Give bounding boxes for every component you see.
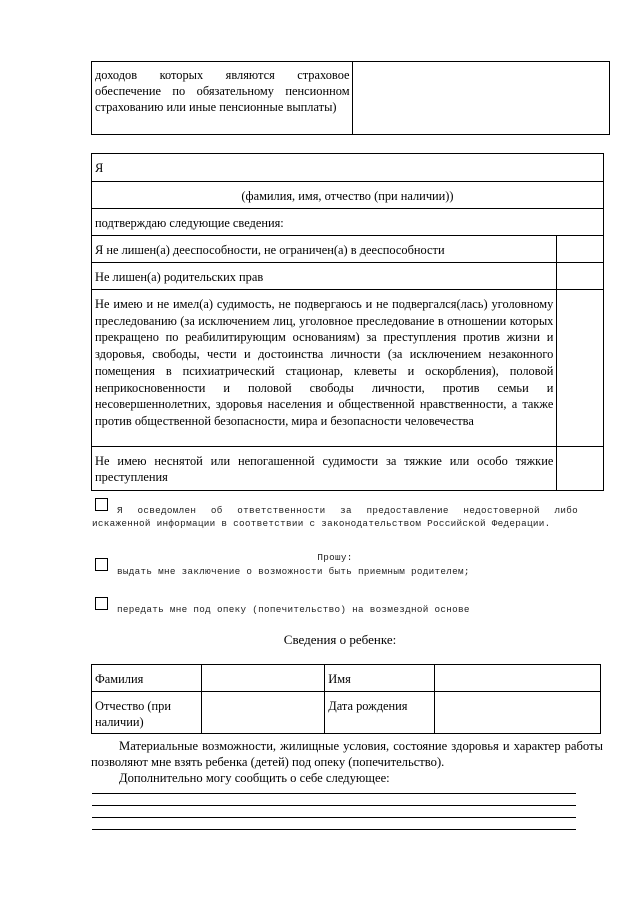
item-capacity <box>92 236 557 263</box>
patronymic-label-cell <box>92 692 202 734</box>
row-ya-text: Я <box>95 161 104 175</box>
item-capacity-mark[interactable] <box>557 236 604 263</box>
fill-line-3[interactable] <box>92 817 576 818</box>
confirm-intro: подтверждаю следующие сведения: <box>95 216 284 230</box>
birthdate-label-cell <box>325 692 434 734</box>
confirm-intro-row <box>92 209 604 236</box>
confirm-table <box>91 153 604 491</box>
request-guardianship-text: передать мне под опеку (попечительство) на возмездной основе <box>117 604 470 615</box>
item-parental-rights <box>92 263 557 290</box>
surname-label: Фамилия <box>95 672 144 686</box>
top-table <box>91 61 610 135</box>
item-grave-crimes-text: Не имею неснятой или непогашенной судимости за тяжкие или особо тяжкие преступления <box>95 454 554 484</box>
request-title: Прошу: <box>317 552 353 563</box>
item-parental-rights-mark[interactable] <box>557 263 604 290</box>
closing-paragraph-2: Дополнительно могу сообщить о себе следующее: <box>119 771 390 785</box>
fill-line-2[interactable] <box>92 805 576 806</box>
top-table-left-text: доходов которых являются страховое обеспечение по обязательному пенсионном страхованию или иные пенсионные выплаты) <box>95 68 350 114</box>
item-grave-crimes <box>92 447 557 491</box>
guardianship-checkbox[interactable] <box>95 597 108 610</box>
row-ya[interactable] <box>92 154 604 182</box>
item-parental-rights-text: Не лишен(а) родительских прав <box>95 270 264 284</box>
name-label-cell <box>325 665 434 692</box>
fill-line-4[interactable] <box>92 829 576 830</box>
name-label: Имя <box>328 672 351 686</box>
item-criminal-record-mark[interactable] <box>557 290 604 447</box>
fill-line-1[interactable] <box>92 793 576 794</box>
top-table-left-cell <box>92 62 353 135</box>
item-capacity-text: Я не лишен(а) дееспособности, не ограничен(а) в дееспособности <box>95 243 445 257</box>
child-table <box>91 664 601 734</box>
item-criminal-record <box>92 290 557 447</box>
top-table-right-cell[interactable] <box>352 62 609 135</box>
patronymic-field[interactable] <box>202 692 325 734</box>
birthdate-field[interactable] <box>434 692 600 734</box>
item-grave-crimes-mark[interactable] <box>557 447 604 491</box>
fio-caption-row <box>92 182 604 209</box>
request-conclusion-text: выдать мне заключение о возможности быть приемным родителем; <box>117 566 470 577</box>
surname-field[interactable] <box>202 665 325 692</box>
fio-caption: (фамилия, имя, отчество (при наличии)) <box>241 189 454 203</box>
patronymic-label: Отчество (при наличии) <box>95 699 171 729</box>
child-heading: Сведения о ребенке: <box>283 632 397 647</box>
name-field[interactable] <box>434 665 600 692</box>
surname-label-cell <box>92 665 202 692</box>
item-criminal-record-text: Не имею и не имел(а) судимость, не подвергаюсь и не подвергался(лась) уголовному преследованию (за исключением лиц, уголовное преследование в отношении которых прекращено по реабилитирующим основаниям) за преступления против жизни и здоровья, свободы, чести и достоинства личности (за исключением незаконного помещения в психиатрический стационар, клеветы и оскорбления), половой неприкосновенности и половой свободы личности, против семьи и несовершеннолетних, здоровья населения и общественной нравственности, а также против общественной безопасности, мира и безопасности человечества <box>95 297 554 428</box>
closing-paragraph-1: Материальные возможности, жилищные условия, состояние здоровья и характер работы позволяют мне взять ребенка (детей) под опеку (попечительство). <box>91 739 603 769</box>
birthdate-label: Дата рождения <box>328 699 408 713</box>
conclusion-checkbox[interactable] <box>95 558 108 571</box>
responsibility-text: Я осведомлен об ответственности за предоставление недостоверной либо искаженной информации в соответствии с законодательством Российской Федерации. <box>92 505 578 529</box>
